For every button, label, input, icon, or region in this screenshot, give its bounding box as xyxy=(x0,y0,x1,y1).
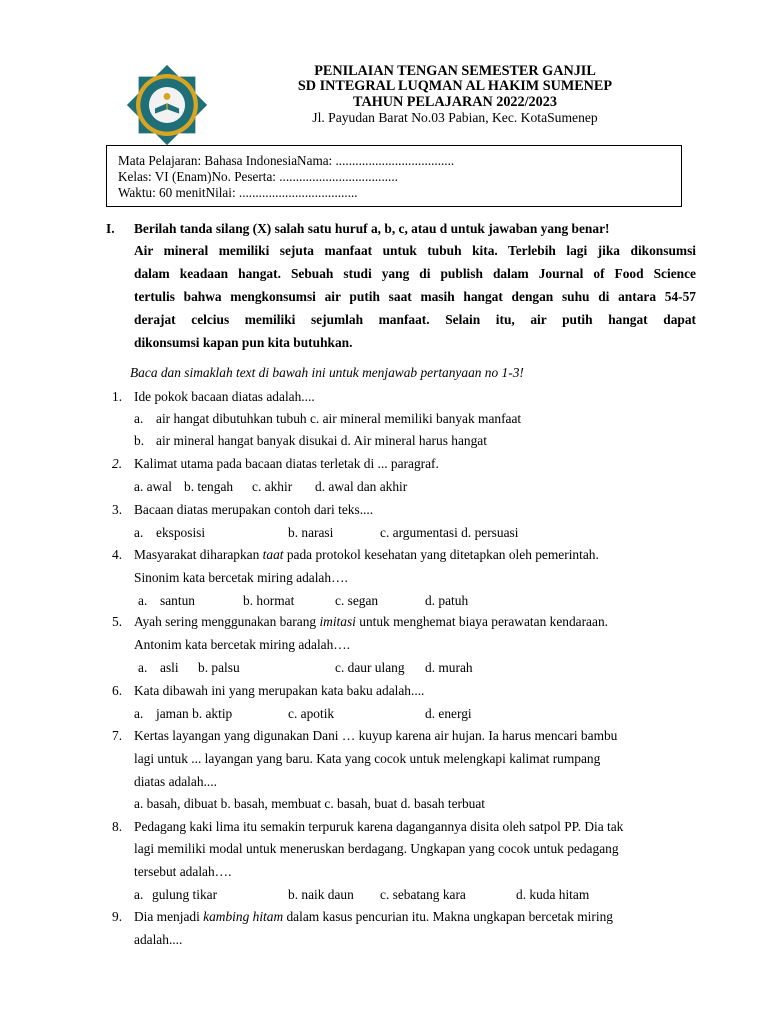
passage-line-4: derajat celcius memiliki sejumlah manfaat. Selain itu, air putih hangat dapat xyxy=(134,312,696,327)
q4-option-a-label: a. xyxy=(138,593,148,608)
q7-line-3: diatas adalah.... xyxy=(134,774,217,789)
q2-option-a: a. awal xyxy=(134,479,172,494)
section-numeral: I. xyxy=(106,221,115,236)
q5-line-2: Antonim kata bercetak miring adalah…. xyxy=(134,637,351,652)
q8-option-b: b. naik daun xyxy=(288,887,354,902)
q4-number: 4. xyxy=(112,547,123,562)
q7-number: 7. xyxy=(112,728,123,743)
q5-text-pre: Ayah sering menggunakan barang xyxy=(134,614,320,629)
q9-text xyxy=(134,909,613,925)
q4-italic-word: taat xyxy=(262,547,284,562)
q9-line-2: adalah.... xyxy=(134,932,183,947)
info-class-number: Kelas: VI (Enam)No. Peserta: .................................... xyxy=(118,169,398,184)
q5-option-d: d. murah xyxy=(425,660,473,675)
q2-option-b: b. tengah xyxy=(184,479,234,494)
q3-option-b: b. narasi xyxy=(288,525,334,540)
q1-option-b-d: air mineral hangat banyak disukai d. Air mineral harus hangat xyxy=(156,433,487,448)
school-address: Jl. Payudan Barat No.03 Pabian, Kec. KotaSumenep xyxy=(312,110,598,125)
q8-option-a: gulung tikar xyxy=(152,887,218,902)
q3-option-c-d: c. argumentasi d. persuasi xyxy=(380,525,519,540)
info-subject-name: Mata Pelajaran: Bahasa IndonesiaNama: .................................... xyxy=(118,153,455,168)
passage-line-2: dalam keadaan hangat. Sebuah studi yang di publish dalam Journal of Food Science xyxy=(134,266,696,281)
q8-option-c: c. sebatang kara xyxy=(380,887,466,902)
title-line-2: SD INTEGRAL LUQMAN AL HAKIM SUMENEP xyxy=(297,78,613,94)
q1-text: Ide pokok bacaan diatas adalah.... xyxy=(134,389,315,404)
info-time-score: Waktu: 60 menitNilai: .................................... xyxy=(118,185,358,200)
q1-option-a-c: air hangat dibutuhkan tubuh c. air mineral memiliki banyak manfaat xyxy=(156,411,522,426)
title-line-1: PENILAIAN TENGAN SEMESTER GANJIL xyxy=(314,63,596,79)
q1-option-a-label: a. xyxy=(134,411,144,426)
q8-line-1: Pedagang kaki lima itu semakin terpuruk karena dagangannya disita oleh satpol PP. Dia tak xyxy=(134,819,624,834)
q4-line-2: Sinonim kata bercetak miring adalah…. xyxy=(134,570,348,585)
q6-option-d: d. energi xyxy=(425,706,472,721)
q4-text-pre: Masyarakat diharapkan xyxy=(134,547,263,562)
q8-line-2: lagi memiliki modal untuk meneruskan berdagang. Ungkapan yang cocok untuk pedagang xyxy=(134,841,619,856)
q1-option-b-label: b. xyxy=(134,433,145,448)
reading-note: Baca dan simaklah text di bawah ini untuk menjawab pertanyaan no 1-3! xyxy=(130,365,524,380)
q6-text: Kata dibawah ini yang merupakan kata baku adalah.... xyxy=(134,683,425,698)
q4-text xyxy=(134,547,599,563)
student-info-box xyxy=(106,145,682,207)
q2-option-c: c. akhir xyxy=(252,479,293,494)
q2-number: 2. xyxy=(112,456,123,471)
q4-option-d: d. patuh xyxy=(425,593,469,608)
q3-text: Bacaan diatas merupakan contoh dari teks.... xyxy=(134,502,374,517)
q7-line-2: lagi untuk ... layangan yang baru. Kata yang cocok untuk melengkapi kalimat rumpang xyxy=(134,751,601,766)
passage-line-1: Air mineral memiliki sejuta manfaat untuk tubuh kita. Terlebih lagi jika dikonsumsi xyxy=(134,243,696,258)
q6-option-a-label: a. xyxy=(134,706,144,721)
q5-option-c: c. daur ulang xyxy=(335,660,405,675)
section-instruction: Berilah tanda silang (X) salah satu huruf a, b, c, atau d untuk jawaban yang benar! xyxy=(134,221,610,236)
q9-italic-phrase: kambing hitam xyxy=(203,909,284,924)
q5-option-b: b. palsu xyxy=(198,660,240,675)
q9-text-pre: Dia menjadi xyxy=(134,909,204,924)
q6-option-a-b: jaman b. aktip xyxy=(156,706,233,721)
q6-number: 6. xyxy=(112,683,123,698)
q6-option-c: c. apotik xyxy=(288,706,335,721)
q4-text-post: pada protokol kesehatan yang ditetapkan oleh pemerintah. xyxy=(283,547,599,562)
q2-text: Kalimat utama pada bacaan diatas terletak di ... paragraf. xyxy=(134,456,439,471)
q4-option-c: c. segan xyxy=(335,593,379,608)
school-logo xyxy=(124,62,210,148)
q5-option-a: asli xyxy=(160,660,179,675)
title-line-3: TAHUN PELAJARAN 2022/2023 xyxy=(353,94,557,110)
q4-option-b: b. hormat xyxy=(243,593,295,608)
q7-options: a. basah, dibuat b. basah, membuat c. basah, buat d. basah terbuat xyxy=(134,796,486,811)
q8-option-a-label: a. xyxy=(134,887,144,902)
q9-number: 9. xyxy=(112,909,123,924)
q5-text-post: untuk menghemat biaya perawatan kendaraan. xyxy=(355,614,608,629)
q3-option-a-label: a. xyxy=(134,525,144,540)
q3-number: 3. xyxy=(112,502,123,517)
q8-option-d: d. kuda hitam xyxy=(516,887,590,902)
q5-text xyxy=(134,614,608,630)
q8-number: 8. xyxy=(112,819,123,834)
q7-line-1: Kertas layangan yang digunakan Dani … kuyup karena air hujan. Ia harus mencari bambu xyxy=(134,728,618,743)
passage-line-5: dikonsumsi kapan pun kita butuhkan. xyxy=(134,335,353,350)
q2-option-d: d. awal dan akhir xyxy=(315,479,408,494)
passage-line-3: tertulis bahwa mengkonsumsi air putih saat masih hangat dengan suhu di antara 54-57 xyxy=(134,289,696,304)
q9-text-post: dalam kasus pencurian itu. Makna ungkapan bercetak miring xyxy=(283,909,613,924)
q4-option-a: santun xyxy=(160,593,195,608)
q8-line-3: tersebut adalah…. xyxy=(134,864,232,879)
q3-option-a: eksposisi xyxy=(156,525,206,540)
q5-option-a-label: a. xyxy=(138,660,148,675)
q5-number: 5. xyxy=(112,614,123,629)
q1-number: 1. xyxy=(112,389,123,404)
q5-italic-word: imitasi xyxy=(319,614,356,629)
